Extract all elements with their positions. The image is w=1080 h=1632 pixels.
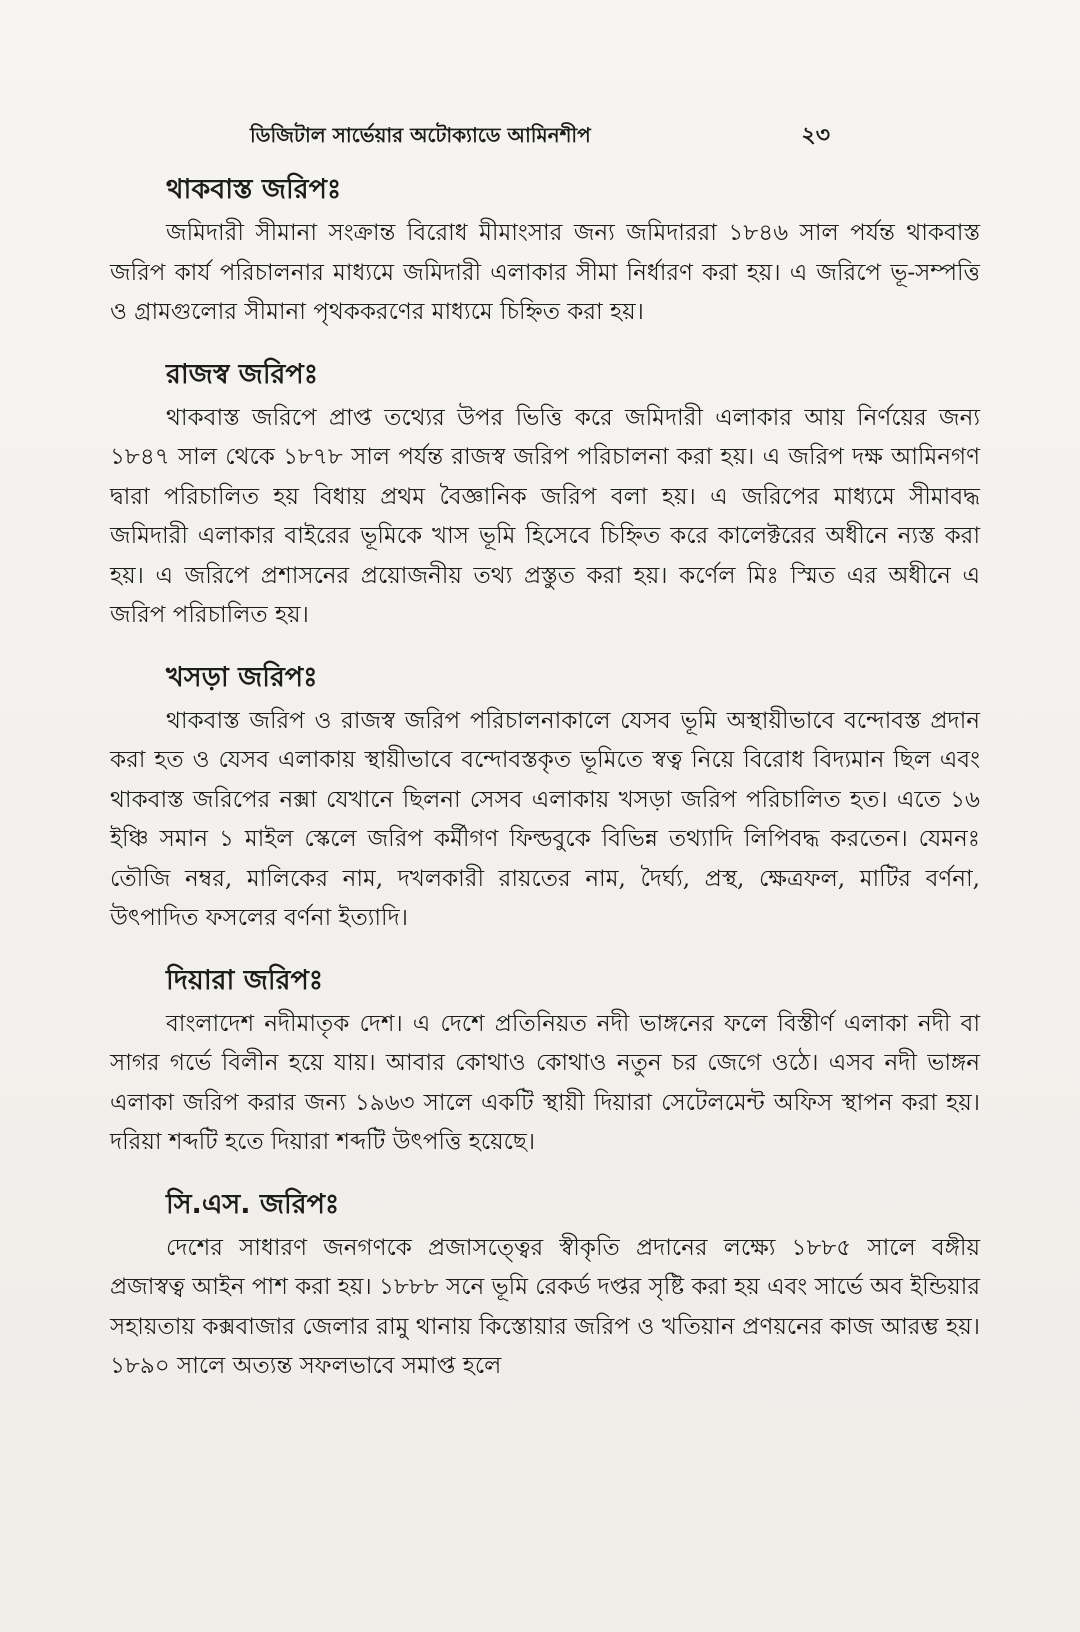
section-paragraph: দেশের সাধারণ জনগণকে প্রজাসত্ত্বের স্বীকৃতি প্রদানের লক্ষ্যে ১৮৮৫ সালে বঙ্গীয় প্রজাস্বত্ব আইন পাশ করা হয়। ১৮৮৮ সনে ভূমি রেকর্ড দপ্তর সৃষ্টি করা হয় এবং সার্ভে অব ইন্ডিয়ার সহায়তায় কক্সবাজার জেলার রামু থানায় কিস্তোয়ার জরিপ ও খতিয়ান প্রণয়নের কাজ আরম্ভ হয়। ১৮৯০ সালে অত্যন্ত সফলভাবে সমাপ্ত হলে [110, 1234, 980, 1379]
section-cs-survey [110, 1183, 980, 1387]
section-heading: সি.এস. জরিপঃ [166, 1188, 340, 1220]
section-paragraph: জমিদারী সীমানা সংক্রান্ত বিরোধ মীমাংসার জন্য জমিদাররা ১৮৪৬ সাল পর্যন্ত থাকবাস্ত জরিপ কার্য পরিচালনার মাধ্যমে জমিদারী এলাকার সীমা নির্ধারণ করা হয়। এ জরিপে ভূ-সম্পত্তি ও গ্রামগুলোর সীমানা পৃথককরণের মাধ্যমে চিহ্নিত করা হয়। [110, 220, 980, 325]
section-khosra-survey [110, 656, 980, 939]
section-heading: দিয়ারা জরিপঃ [166, 964, 324, 996]
section-diara-survey [110, 959, 980, 1163]
section-heading: রাজস্ব জরিপঃ [166, 358, 319, 390]
running-header [250, 118, 830, 155]
section-paragraph: থাকবাস্ত জরিপে প্রাপ্ত তথ্যের উপর ভিত্তি করে জমিদারী এলাকার আয় নির্ণয়ের জন্য ১৮৪৭ সাল থেকে ১৮৭৮ সাল পর্যন্ত রাজস্ব জরিপ পরিচালনা করা হয়। এ জরিপ দক্ষ আমিনগণ দ্বারা পরিচালিত হয় বিধায় প্রথম বৈজ্ঞানিক জরিপ বলা হয়। এ জরিপের মাধ্যমে সীমাবদ্ধ জমিদারী এলাকার বাইরের ভূমিকে খাস ভূমি হিসেবে চিহ্নিত করে কালেক্টরের অধীনে ন্যস্ত করা হয়। এ জরিপে প্রশাসনের প্রয়োজনীয় তথ্য প্রস্তুত করা হয়। কর্ণেল মিঃ স্মিত এর অধীনে এ জরিপ পরিচালিত হয়। [110, 404, 980, 628]
section-paragraph: থাকবাস্ত জরিপ ও রাজস্ব জরিপ পরিচালনাকালে যেসব ভূমি অস্থায়ীভাবে বন্দোবস্ত প্রদান করা হত ও যেসব এলাকায় স্থায়ীভাবে বন্দোবস্তকৃত ভূমিতে স্বত্ব নিয়ে বিরোধ বিদ্যমান ছিল এবং থাকবাস্ত জরিপের নক্সা যেখানে ছিলনা সেসব এলাকায় খসড়া জরিপ পরিচালিত হত। এতে ১৬ ইঞ্চি সমান ১ মাইল স্কেলে জরিপ কর্মীগণ ফিল্ডবুকে বিভিন্ন তথ্যাদি লিপিবদ্ধ করতেন। যেমনঃ তৌজি নম্বর, মালিকের নাম, দখলকারী রায়তের নাম, দৈর্ঘ্য, প্রস্থ, ক্ষেত্রফল, মাটির বর্ণনা, উৎপাদিত ফসলের বর্ণনা ইত্যাদি। [110, 707, 980, 931]
page-content [110, 168, 980, 1407]
section-thakbast-survey [110, 168, 980, 333]
section-paragraph: বাংলাদেশ নদীমাতৃক দেশ। এ দেশে প্রতিনিয়ত নদী ভাঙ্গনের ফলে বিস্তীর্ণ এলাকা নদী বা সাগর গর্ভে বিলীন হয়ে যায়। আবার কোথাও কোথাও নতুন চর জেগে ওঠে। এসব নদী ভাঙ্গন এলাকা জরিপ করার জন্য ১৯৬৩ সালে একটি স্থায়ী দিয়ারা সেটেলমেন্ট অফিস স্থাপন করা হয়। দরিয়া শব্দটি হতে দিয়ারা শব্দটি উৎপত্তি হয়েছে। [110, 1010, 980, 1155]
section-revenue-survey [110, 353, 980, 636]
section-heading: খসড়া জরিপঃ [166, 661, 318, 693]
page-number: ২৩ [801, 123, 830, 148]
header-title: ডিজিটাল সার্ভেয়ার অটোক্যাডে আমিনশীপ [250, 123, 591, 147]
section-heading: থাকবাস্ত জরিপঃ [166, 174, 342, 205]
